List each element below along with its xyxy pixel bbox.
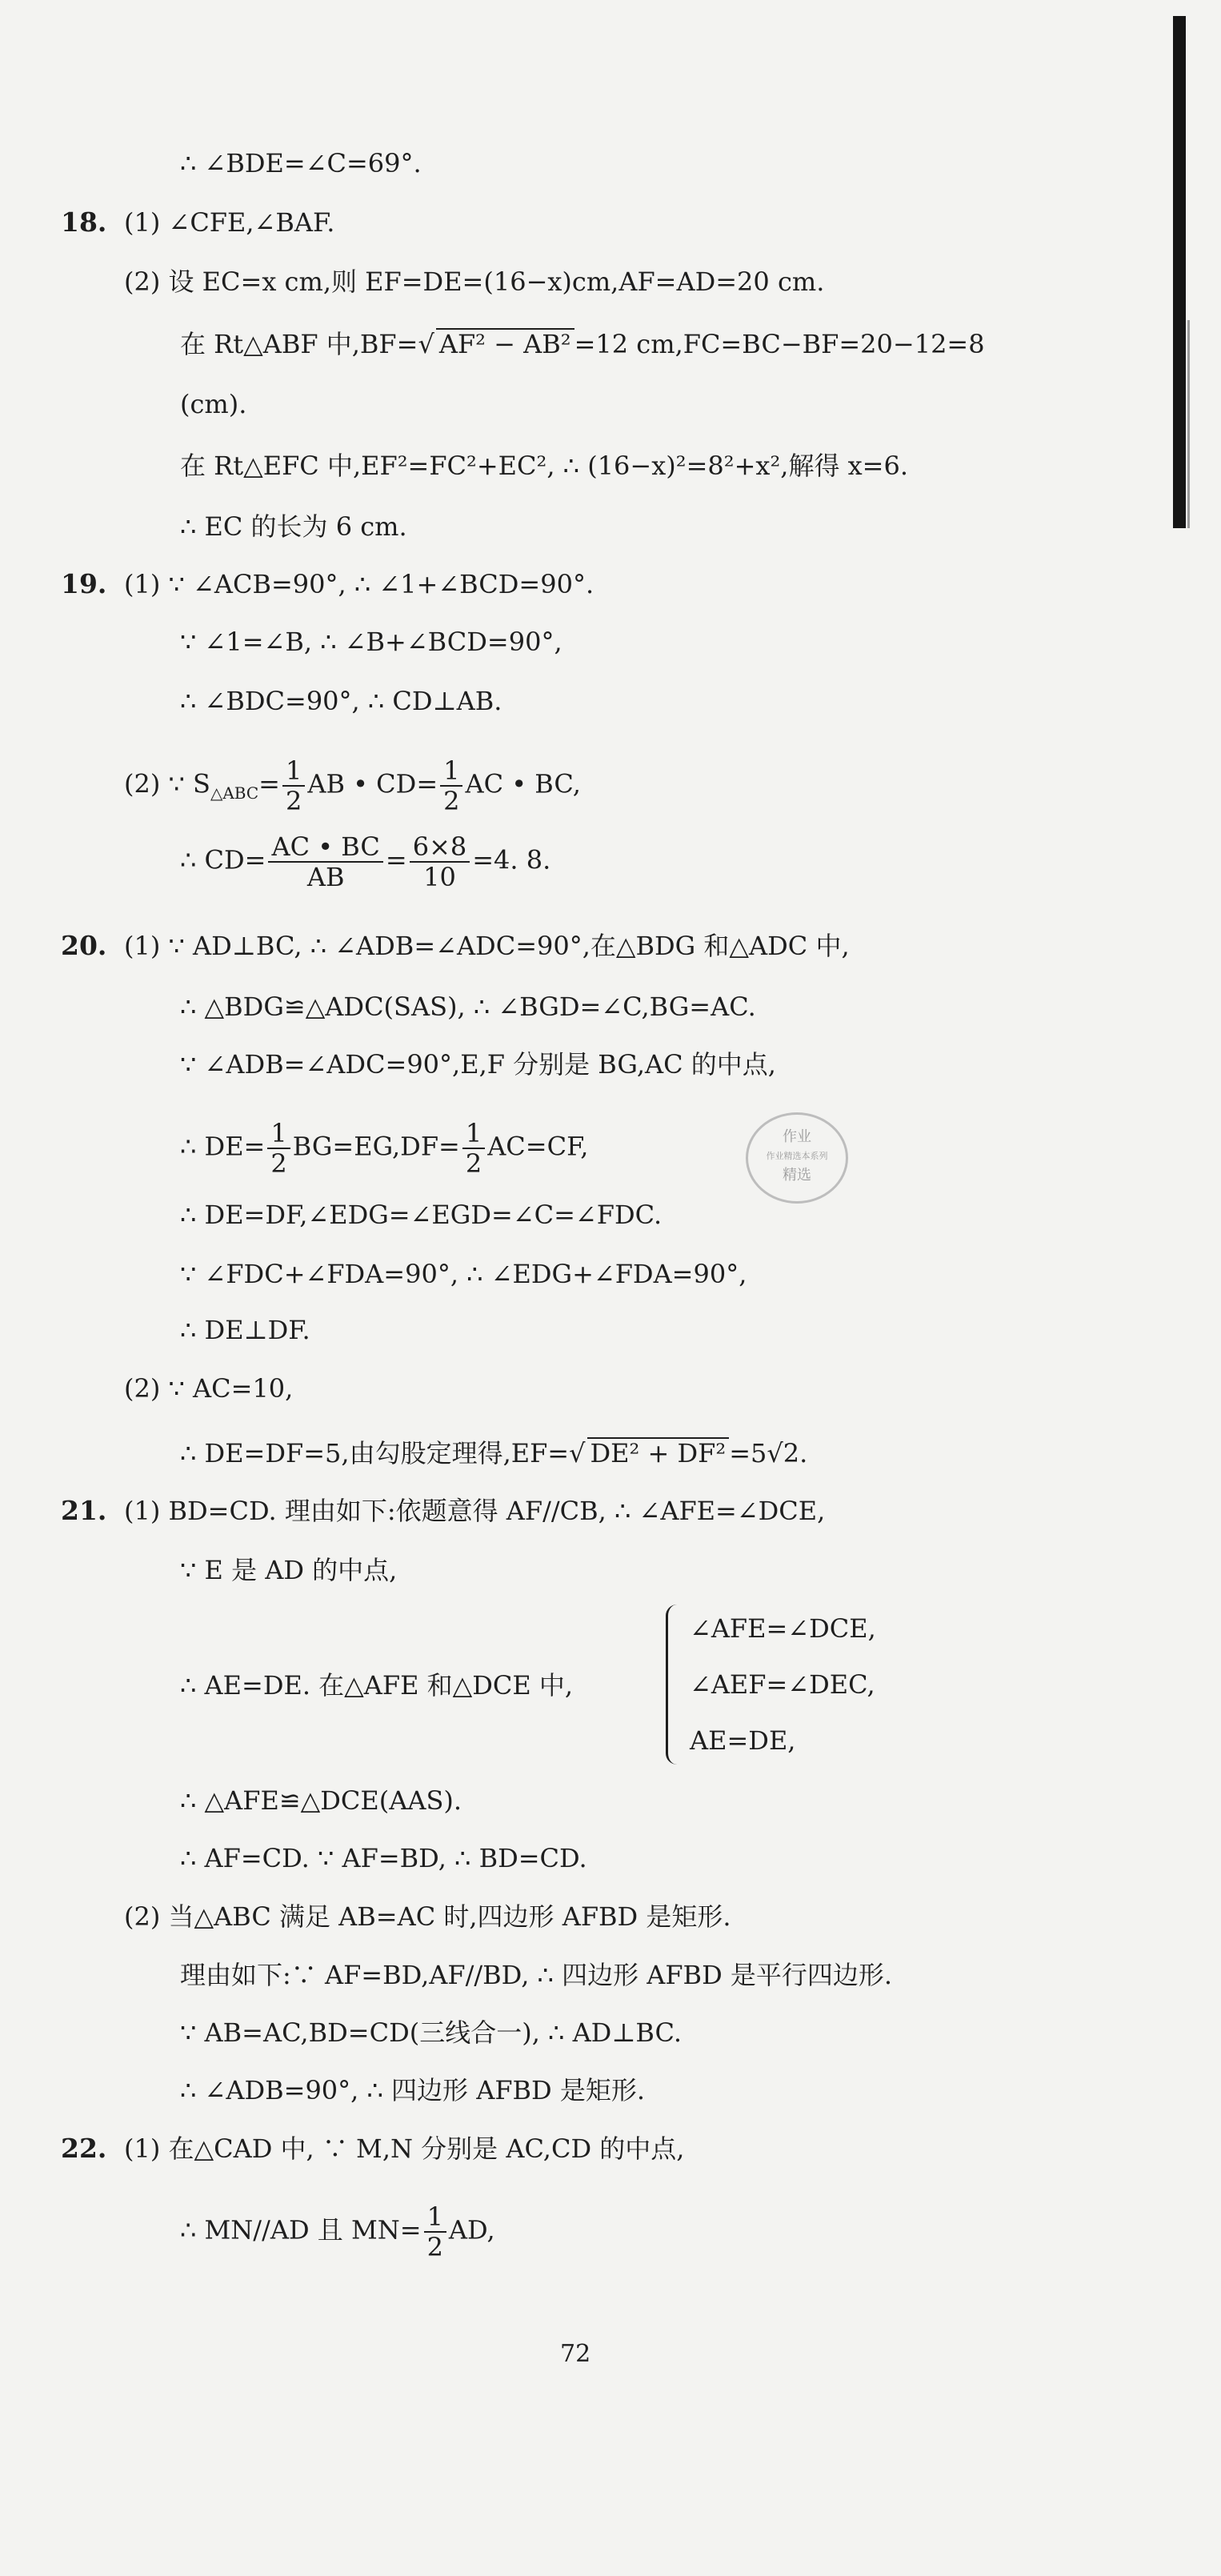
text-segment: AC=CF, bbox=[487, 1131, 589, 1162]
fraction-denominator: 10 bbox=[423, 862, 456, 892]
text-line: 理由如下:∵ AF=BD,AF//BD, ∴ 四边形 AFBD 是平行四边形. bbox=[180, 1960, 893, 1990]
text-line: (2) 设 EC=x cm,则 EF=DE=(16−x)cm,AF=AD=20 cm. bbox=[124, 266, 825, 297]
fraction-denominator: 2 bbox=[270, 1148, 287, 1179]
radical-sign: √ bbox=[418, 329, 434, 359]
fraction-cd-values bbox=[410, 832, 470, 891]
text-line: ∴ △BDG≌△ADC(SAS), ∴ ∠BGD=∠C,BG=AC. bbox=[180, 992, 756, 1022]
text-line: ∵ ∠ADB=∠ADC=90°,E,F 分别是 BG,AC 的中点, bbox=[180, 1049, 776, 1080]
text-segment: (2) ∵ S bbox=[124, 768, 210, 799]
fraction-numerator: AC • BC bbox=[268, 832, 382, 863]
text-line: (1) ∵ ∠ACB=90°, ∴ ∠1+∠BCD=90°. bbox=[124, 569, 594, 599]
text-segment: AD, bbox=[448, 2214, 495, 2245]
text-line bbox=[180, 328, 985, 360]
text-line: ∵ E 是 AD 的中点, bbox=[180, 1555, 398, 1585]
text-line: ∴ AE=DE. 在△AFE 和△DCE 中, bbox=[180, 1670, 574, 1701]
text-segment: ∴ DE=DF=5,由勾股定理得,EF= bbox=[180, 1438, 570, 1468]
stamp-text: 作业精选本系列 bbox=[766, 1151, 828, 1161]
stamp-text: 精选 bbox=[783, 1167, 811, 1184]
text-segment: ∴ CD= bbox=[180, 844, 266, 875]
system-condition: AE=DE, bbox=[690, 1725, 796, 1756]
fraction-numerator: 1 bbox=[424, 2202, 446, 2233]
text-line: (2) ∵ $S_{\triangle ABC}=$ $\frac{1}{2}$ AB • CD= $\frac{1}{2}$ AC • BC, bbox=[124, 755, 581, 816]
text-segment: ∴ DE= bbox=[180, 1131, 266, 1162]
problem-number: 22. bbox=[61, 2133, 107, 2164]
text-line: ∴ CD= $\frac{AC • BC}{AB}$ = $\frac{6\times 8}{10}$ =4. 8. bbox=[180, 831, 551, 892]
text-line: ∴ AF=CD. ∵ AF=BD, ∴ BD=CD. bbox=[180, 1843, 587, 1873]
fraction-denominator: 2 bbox=[426, 2232, 443, 2262]
square-root-af-ab: AF² − AB² bbox=[436, 328, 574, 359]
text-line bbox=[180, 2202, 495, 2262]
subscript-abc: △ABC bbox=[210, 783, 259, 803]
fraction-denominator: AB bbox=[306, 862, 345, 892]
page-edge-line bbox=[1187, 320, 1190, 528]
fraction-numerator: 6×8 bbox=[410, 832, 470, 863]
text-line: (1) 在△CAD 中, ∵ M,N 分别是 AC,CD 的中点, bbox=[124, 2133, 685, 2164]
fraction-numerator: 1 bbox=[267, 1119, 290, 1149]
system-condition: ∠AFE=∠DCE, bbox=[690, 1613, 876, 1644]
text-line: (1) ∠CFE,∠BAF. bbox=[124, 207, 335, 238]
problem-number: 19. bbox=[61, 568, 107, 599]
fraction-denominator: 2 bbox=[443, 786, 460, 816]
text-line: (cm). bbox=[180, 389, 247, 419]
fraction-half bbox=[440, 756, 462, 815]
problem-number: 21. bbox=[61, 1495, 107, 1526]
text-line: (2) 当△ABC 满足 AB=AC 时,四边形 AFBD 是矩形. bbox=[124, 1901, 731, 1932]
text-line: ∴ ∠ADB=90°, ∴ 四边形 AFBD 是矩形. bbox=[180, 2075, 646, 2105]
text-segment: AB • CD= bbox=[307, 768, 438, 799]
fraction-half bbox=[424, 2202, 446, 2262]
fraction-half bbox=[462, 1119, 485, 1178]
left-brace bbox=[666, 1604, 686, 1765]
text-segment: =4. 8. bbox=[472, 844, 551, 875]
stamp-text: 作业 bbox=[783, 1128, 811, 1145]
text-segment: =5√2. bbox=[729, 1438, 808, 1468]
radical-sign: √ bbox=[569, 1438, 586, 1468]
watermark-stamp bbox=[746, 1112, 848, 1204]
text-line: ∵ ∠1=∠B, ∴ ∠B+∠BCD=90°, bbox=[180, 627, 562, 657]
text-line: ∵ ∠FDC+∠FDA=90°, ∴ ∠EDG+∠FDA=90°, bbox=[180, 1259, 747, 1289]
problem-number: 20. bbox=[61, 930, 107, 961]
text-line: ∴ EC 的长为 6 cm. bbox=[180, 511, 407, 542]
text-line bbox=[180, 1437, 807, 1469]
text-line: ∴ DE⊥DF. bbox=[180, 1315, 310, 1345]
text-line: ∴ DE=DF,∠EDG=∠EGD=∠C=∠FDC. bbox=[180, 1200, 663, 1230]
fraction-denominator: 2 bbox=[285, 786, 302, 816]
fraction-numerator: 1 bbox=[282, 756, 305, 787]
text-segment: AC • BC, bbox=[465, 768, 581, 799]
text-line: ∴ △AFE≌△DCE(AAS). bbox=[180, 1785, 462, 1816]
fraction-half bbox=[267, 1119, 290, 1178]
text-line: (1) BD=CD. 理由如下:依题意得 AF//CB, ∴ ∠AFE=∠DCE, bbox=[124, 1496, 826, 1526]
text-line: ∵ AB=AC,BD=CD(三线合一), ∴ AD⊥BC. bbox=[180, 2017, 683, 2048]
text-line: (2) ∵ AC=10, bbox=[124, 1373, 294, 1404]
text-segment: BG=EG,DF= bbox=[292, 1131, 460, 1162]
problem-number: 18. bbox=[61, 206, 107, 238]
fraction-cd-formula bbox=[268, 832, 382, 891]
square-root-de-df: DE² + DF² bbox=[587, 1437, 730, 1468]
text-line: (1) ∵ AD⊥BC, ∴ ∠ADB=∠ADC=90°,在△BDG 和△ADC 中, bbox=[124, 931, 850, 961]
fraction-numerator: 1 bbox=[440, 756, 462, 787]
text-line: 在 Rt△EFC 中,EF²=FC²+EC², ∴ (16−x)²=8²+x²,解得 x=6. bbox=[180, 451, 909, 481]
fraction-numerator: 1 bbox=[462, 1119, 485, 1149]
text-segment: =12 cm,FC=BC−BF=20−12=8 bbox=[574, 329, 985, 359]
fraction-half bbox=[282, 756, 305, 815]
text-line bbox=[180, 1119, 588, 1178]
text-line: ∴ ∠BDC=90°, ∴ CD⊥AB. bbox=[180, 686, 502, 716]
fraction-denominator: 2 bbox=[465, 1148, 482, 1179]
text-segment: 在 Rt△ABF 中,BF= bbox=[180, 329, 418, 359]
system-condition: ∠AEF=∠DEC, bbox=[690, 1669, 875, 1700]
page-edge-shadow bbox=[1173, 16, 1186, 528]
page-number: 72 bbox=[560, 2340, 591, 2368]
text-line: ∴ ∠BDE=∠C=69°. bbox=[180, 148, 422, 178]
text-segment: ∴ MN//AD 且 MN= bbox=[180, 2214, 422, 2245]
equation-system bbox=[666, 1604, 922, 1765]
